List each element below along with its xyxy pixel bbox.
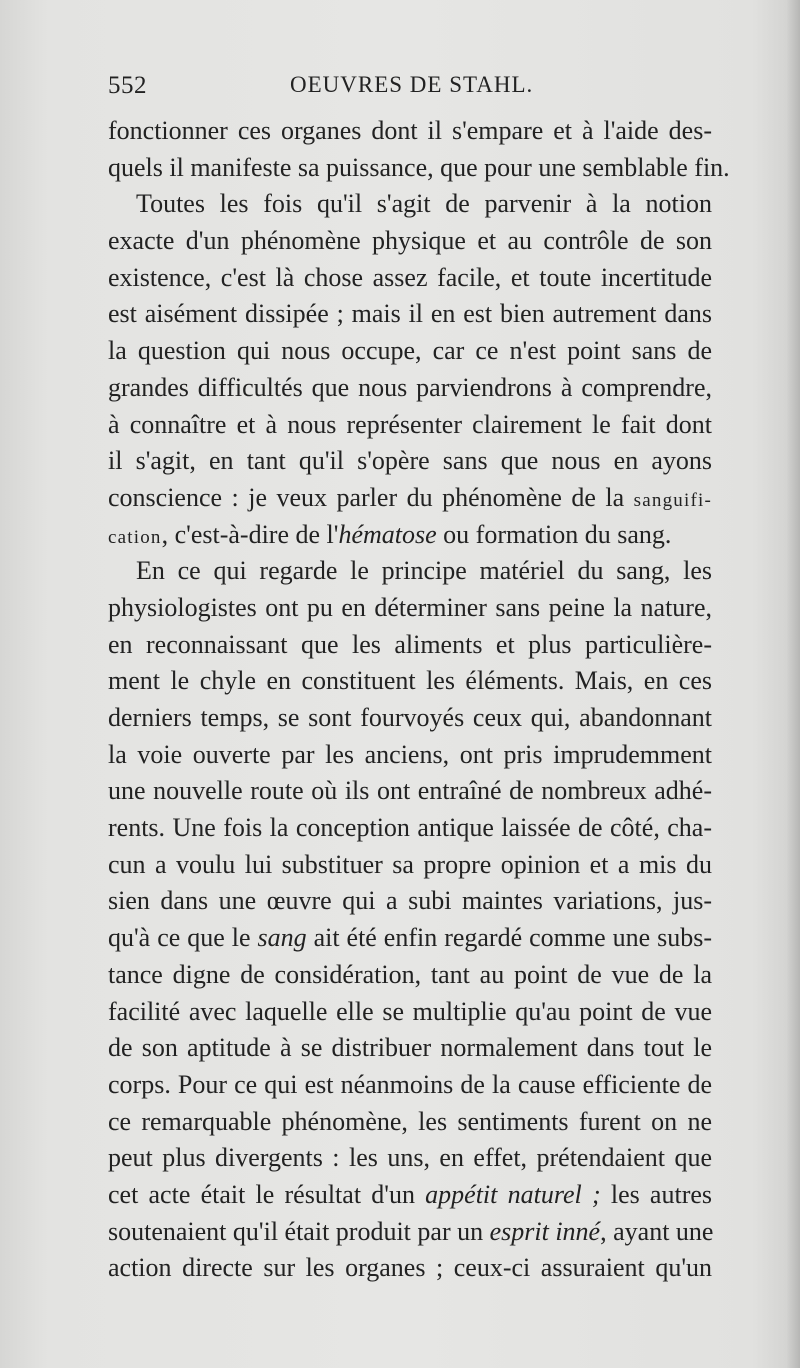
- text-line: [108, 920, 712, 957]
- text-line: peut plus divergents : les uns, en effet, prétendaient que: [108, 1143, 712, 1173]
- text-run: les autres: [600, 1179, 713, 1209]
- text-line: existence, c'est là chose assez facile, et toute incertitude: [108, 262, 712, 292]
- text-run: ou formation du sang.: [436, 519, 672, 549]
- text-line: ment le chyle en constituent les éléments. Mais, en ces: [108, 666, 712, 696]
- text-line: exacte d'un phénomène physique et au contrôle de son: [108, 226, 712, 256]
- page-number: 552: [108, 72, 147, 99]
- italic-term: esprit inné: [489, 1216, 601, 1246]
- text-line: ce remarquable phénomène, les sentiments furent on ne: [108, 1106, 712, 1136]
- text-line: quels il manifeste sa puissance, que pour une semblable fin.: [108, 152, 730, 182]
- text-run: , ayant une: [600, 1216, 714, 1246]
- text-line: [108, 1214, 712, 1251]
- text-run: ait été enfin regardé comme une subs-: [306, 923, 712, 953]
- text-line: à connaître et à nous représenter clairement le fait dont: [108, 409, 712, 439]
- text-run: soutenaient qu'il était produit par un: [108, 1216, 490, 1246]
- small-caps-term: cation: [108, 526, 162, 548]
- page-header: [108, 72, 718, 108]
- italic-term: sang: [257, 923, 307, 953]
- text-line: sien dans une œuvre qui a subi maintes variations, jus-: [108, 886, 712, 916]
- page-edge-shadow: [786, 0, 800, 1368]
- text-line: action directe sur les organes ; ceux-ci assuraient qu'un: [108, 1253, 712, 1283]
- text-line: de son aptitude à se distribuer normalement dans tout le: [108, 1033, 712, 1063]
- text-line: la voie ouverte par les anciens, ont pris imprudemment: [108, 739, 712, 769]
- small-caps-term: sanguifi-: [633, 489, 712, 511]
- text-line: En ce qui regarde le principe matériel du sang, les: [136, 556, 712, 586]
- text-line: physiologistes ont pu en déterminer sans peine la nature,: [108, 592, 712, 622]
- text-line: cun a voulu lui substituer sa propre opinion et a mis du: [108, 849, 712, 879]
- text-run: qu'à ce que le: [108, 923, 258, 953]
- text-line: la question qui nous occupe, car ce n'est point sans de: [108, 336, 712, 366]
- running-title: OEUVRES DE STAHL.: [290, 72, 534, 97]
- text-run: , c'est-à-dire de l': [161, 519, 339, 549]
- text-run: cet acte était le résultat d'un: [108, 1179, 426, 1209]
- text-line: derniers temps, se sont fourvoyés ceux qui, abandonnant: [108, 703, 712, 732]
- text-line: [108, 480, 712, 517]
- text-line: rents. Une fois la conception antique laissée de côté, cha-: [108, 813, 712, 843]
- text-line: fonctionner ces organes dont il s'empare et à l'aide des-: [108, 116, 712, 145]
- italic-term: appétit naturel ;: [425, 1179, 601, 1209]
- text-line: [108, 517, 712, 554]
- text-run: conscience : je veux parler du phénomène de la: [108, 482, 634, 512]
- text-line: corps. Pour ce qui est néanmoins de la cause efficiente de: [108, 1069, 712, 1099]
- body-text: [108, 113, 730, 1287]
- text-line: une nouvelle route où ils ont entraîné de nombreux adhé-: [108, 776, 712, 806]
- text-line: il s'agit, en tant qu'il s'opère sans que nous en ayons: [108, 446, 712, 476]
- text-line: facilité avec laquelle elle se multiplie qu'au point de vue: [108, 996, 712, 1026]
- text-line: tance digne de considération, tant au point de vue de la: [108, 959, 712, 989]
- text-line: grandes difficultés que nous parviendrons à comprendre,: [108, 372, 712, 402]
- text-line: [108, 1177, 712, 1214]
- text-line: Toutes les fois qu'il s'agit de parvenir à la notion: [136, 189, 712, 219]
- text-line: en reconnaissant que les aliments et plus particulière-: [108, 629, 712, 659]
- text-line: est aisément dissipée ; mais il en est bien autrement dans: [108, 299, 712, 329]
- italic-term: hématose: [338, 519, 437, 549]
